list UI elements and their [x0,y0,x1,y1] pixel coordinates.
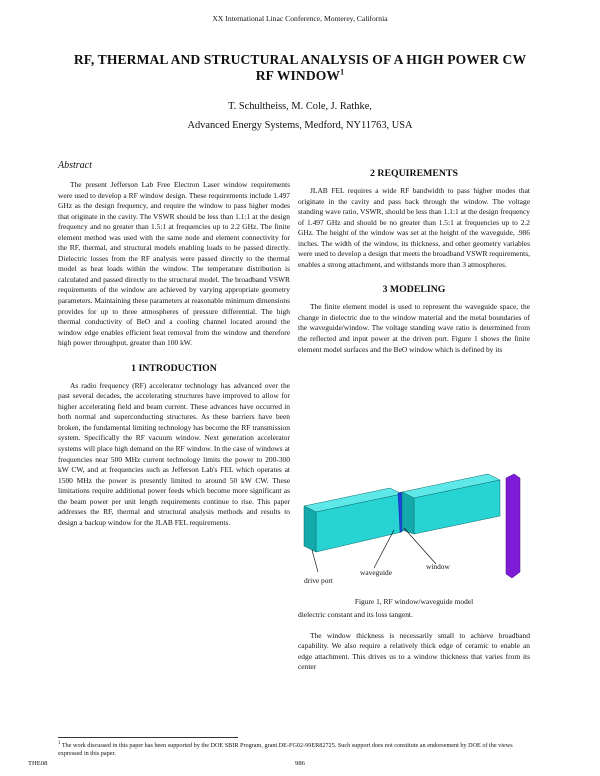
right-column [298,168,530,355]
title-line-2 [40,68,560,84]
footnote [58,742,532,758]
figure-1 [298,468,530,590]
conference-header: XX International Linac Conference, Monterey, California [212,14,388,23]
left-column [58,160,290,528]
figure-1-caption: Figure 1, RF window/waveguide model [354,597,474,606]
title-line-2-text: RF WINDOW [255,68,341,83]
footnote-rule [58,737,238,738]
footnote-text: The work discussed in this paper has been supported by the DOE SBIR Program, grant DE-FG02-99ER82725. Such support does not constitute an endorsement by DOE of the views expressed in this paper. [58,742,513,758]
leader-drive-port [312,550,318,572]
introduction-text: As radio frequency (RF) accelerator technology has advanced over the past several decades, the accelerating structures have improved to allow for higher accelerating field and beam current. These advances have occurred in both normal and superconducting structures. As these barriers have been broken, the fundamental limiting technology has become the RF transmission system. Specifically the RF vacuum window. Next generation accelerator systems will place high demand on the RF window. In the case of windows at frequencies near 500 MHz current technology limits the power to 200-300 kW CW, and at frequencies such as Jefferson Lab's FEL which operates at 1500 MHz the power is presently limited to around 50 kW CW. These limitations require additional power feeds which become more significant as the beam power per unit length requirements continue to rise. This paper addresses the RF, thermal and structural analysis methods and results to design a backup window for the JLAB FEL requirements. [58,380,290,527]
modeling-heading: 3 MODELING [382,284,446,296]
introduction-heading: 1 INTRODUCTION [131,362,217,374]
title-line-1: RF, THERMAL AND STRUCTURAL ANALYSIS OF A HIGH POWER CW [73,52,527,67]
modeling-text-continued: dielectric constant and its loss tangent. [298,610,413,619]
window-part [506,474,520,578]
authors: T. Schultheiss, M. Cole, J. Rathke, [228,101,372,112]
abstract-text: The present Jefferson Lab Free Electron Laser window requirements were used to develop a RF window design. These requirements include 1.497 GHz as the design frequency, and require the window to pass higher modes that originate in the cavity. The VSWR should be less than 1.1:1 at the design frequency and no greater than 1.5:1 at frequencies up to 2.2 GHz. The finite element method was used with the same node and element connectivity for the RF, thermal, and structural models enabling loads to be passed directly. Dielectric losses from the RF analysis were passed directly to the thermal model as heat loads within the window. The temperature distribution is calculated and passed directly to the structural model. The broadband VSWR requirements of the window are achieved by varying appropriate geometry parameters. Maintaining these parameters at reasonable minimum dimensions provides for up to three atmospheres of pressure differential. The high thermal conductivity of BeO and a cooling channel located around the window edge enables efficient heat removal from the window and therefore high power throughput, greater than 100 kW. [58,180,290,348]
modeling-text: The finite element model is used to represent the waveguide space, the change in dielectric due to the window material and the metal boundaries of the waveguide/window. The voltage standing wave ratio is determined from the reflected and input power at the driven port. Figure 1 shows the finite element model surfaces and the BeO window which is defined by its [298,302,530,354]
figure-1-drawing [298,468,530,590]
label-drive-port: drive port [304,576,333,585]
waveguide-right-side [402,492,414,534]
requirements-text: JLAB FEL requires a wide RF bandwidth to pass higher modes that originate in the cavity and pass back through the window. The voltage standing wave ratio, VSWR, should be less than 1.1:1 at the design frequency of 1.497 GHz and should be no greater than 1.5:1 at frequencies up to 2.2 GHz. The height of the window was set at the height of the waveguide, .986 inches. The width of the window, its thickness, and other geometry variables were used to develop a design that meets the broadband VSWR requirements, enables a strong attachment, and withstands more than 3 atmospheres. [298,186,530,269]
affiliation: Advanced Energy Systems, Medford, NY11763, USA [187,120,413,131]
title-footnote-mark: 1 [340,67,345,77]
label-window: window [426,562,450,571]
paper-title [40,52,560,84]
abstract-heading: Abstract [58,160,92,171]
modeling-text-2: The window thickness is necessarily small to achieve broadband capability. We also require a relatively thick edge of ceramic to enable an edge attachment. This drives us to a window thickness that varies from its center [298,630,530,672]
label-waveguide: waveguide [360,568,393,577]
paper-id: THE08 [28,760,48,767]
leader-window [404,528,436,564]
footnote-mark: 1 [58,740,61,746]
right-column-continued [298,610,530,673]
waveguide-left-side [304,506,316,552]
page-number: 986 [295,760,305,767]
requirements-heading: 2 REQUIREMENTS [370,168,458,179]
